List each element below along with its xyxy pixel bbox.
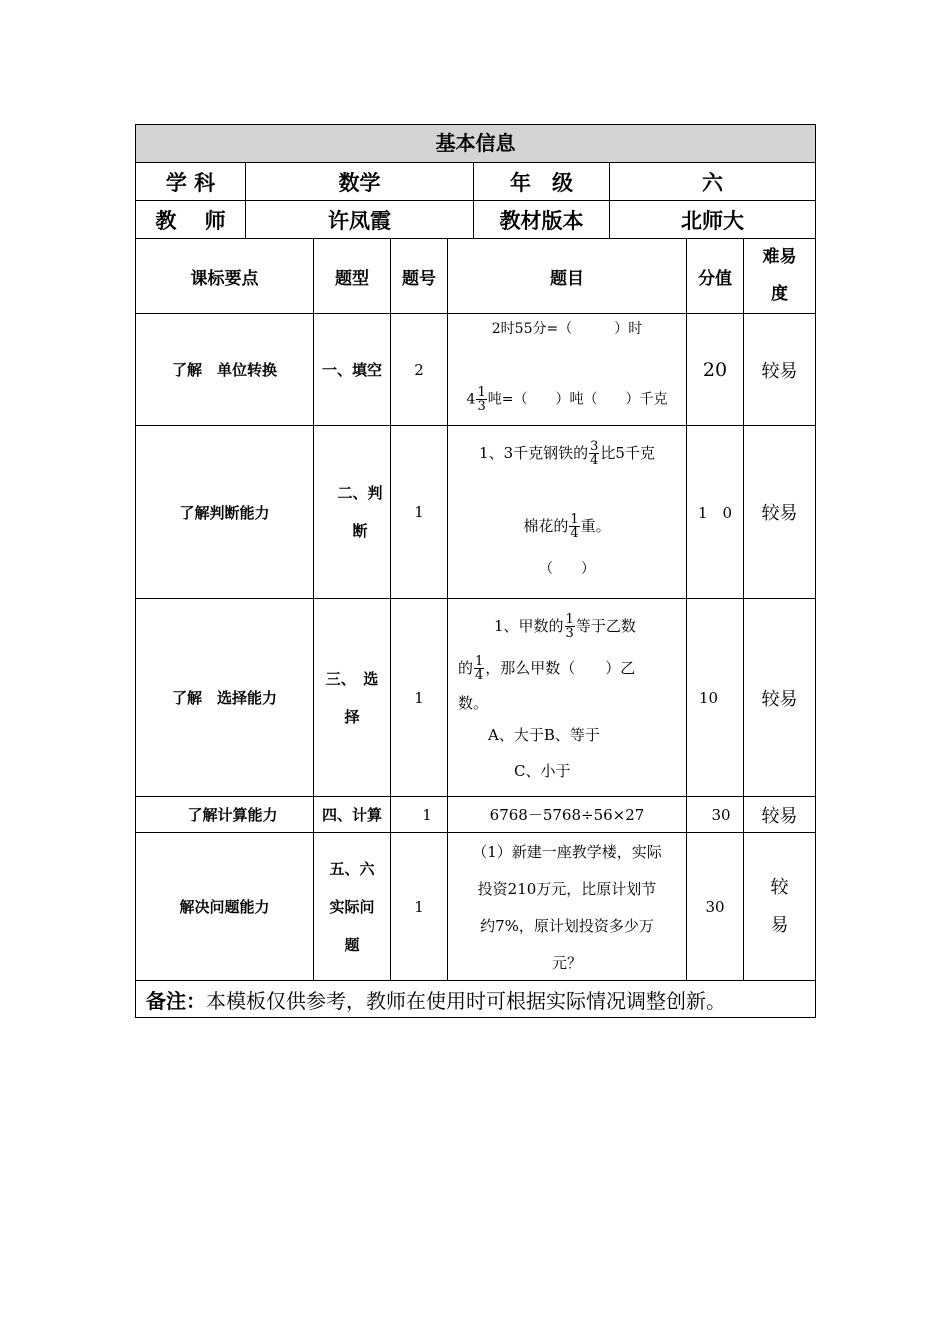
row-point: 了解 单位转换 bbox=[136, 314, 314, 425]
row-number: 2 bbox=[391, 314, 448, 425]
header-type: 题型 bbox=[314, 239, 391, 313]
question-text: 吨=（ ）吨（ ）千克 bbox=[487, 391, 668, 408]
teacher-label: 教 师 bbox=[136, 201, 246, 238]
grade-value: 六 bbox=[702, 170, 723, 195]
note-row bbox=[135, 981, 816, 1018]
row-number: 1 bbox=[391, 833, 448, 980]
fraction-denominator: 3 bbox=[477, 399, 486, 414]
row-type-line: 五、六 bbox=[329, 859, 375, 878]
subject-value: 数学 bbox=[246, 163, 474, 200]
fraction-numerator: 3 bbox=[590, 438, 599, 454]
note-text: 本模板仅供参考，教师在使用时可根据实际情况调整创新。 bbox=[206, 988, 726, 1013]
teacher-value: 许凤霞 bbox=[246, 201, 474, 238]
row-difficulty-line: 易 bbox=[770, 914, 789, 936]
row-point: 了解判断能力 bbox=[136, 426, 314, 598]
header-difficulty-line1: 难易 bbox=[762, 247, 797, 267]
grade-label: 年 级 bbox=[474, 163, 610, 200]
row-score: 1 0 bbox=[687, 426, 744, 598]
header-number: 题号 bbox=[391, 239, 448, 313]
row-type bbox=[314, 426, 391, 598]
question-text: 的 bbox=[458, 659, 474, 677]
option-line: C、小于 bbox=[514, 762, 571, 780]
info-row-teacher bbox=[135, 201, 816, 239]
question-line: 2时55分=（ ）时 bbox=[491, 321, 643, 337]
fraction-numerator: 1 bbox=[477, 385, 486, 400]
row-difficulty: 较易 bbox=[761, 503, 798, 524]
row-number: 1 bbox=[391, 599, 448, 796]
table-row bbox=[135, 314, 816, 426]
fraction bbox=[476, 386, 486, 413]
edition-value: 北师大 bbox=[681, 208, 744, 233]
row-question bbox=[448, 833, 687, 980]
row-score: 20 bbox=[687, 314, 744, 425]
table-row bbox=[135, 797, 816, 833]
header-score: 分值 bbox=[687, 239, 744, 313]
header-difficulty bbox=[744, 239, 815, 313]
question-line: （1）新建一座教学楼，实际 bbox=[472, 843, 662, 861]
answer-blank: （ ） bbox=[539, 561, 595, 577]
row-type bbox=[314, 599, 391, 796]
row-point: 了解计算能力 bbox=[136, 797, 314, 832]
question-line: 约7%，原计划投资多少万 bbox=[480, 917, 654, 935]
fraction bbox=[589, 440, 599, 467]
fraction-denominator: 3 bbox=[565, 625, 574, 641]
row-difficulty-line: 较 bbox=[770, 876, 789, 898]
fraction-numerator: 1 bbox=[565, 611, 574, 627]
note-label: 备注： bbox=[146, 988, 206, 1013]
question-text: 1、3千克钢铁的 bbox=[479, 444, 589, 462]
fraction-numerator: 1 bbox=[570, 511, 579, 527]
fraction bbox=[474, 655, 484, 682]
table-title: 基本信息 bbox=[435, 131, 516, 155]
lesson-info-table bbox=[135, 124, 816, 1018]
table-row bbox=[135, 426, 816, 599]
header-difficulty-line2: 度 bbox=[771, 284, 788, 304]
question-text: ，那么甲数（ ）乙 bbox=[485, 659, 636, 677]
row-score: 30 bbox=[687, 797, 744, 832]
row-type-line: 三、 选 bbox=[325, 669, 379, 688]
row-point: 了解 选择能力 bbox=[136, 599, 314, 796]
row-type: 四、计算 bbox=[314, 797, 391, 832]
subject-label: 学 科 bbox=[136, 163, 246, 200]
question-line bbox=[479, 432, 655, 474]
mixed-number-whole: 4 bbox=[466, 391, 476, 408]
fraction-numerator: 1 bbox=[475, 653, 484, 669]
table-row bbox=[135, 833, 816, 981]
fraction bbox=[569, 513, 579, 540]
row-number: 1 bbox=[391, 426, 448, 598]
fraction-denominator: 4 bbox=[475, 667, 484, 683]
question-text: 等于乙数 bbox=[575, 617, 636, 635]
row-question: 6768－5768÷56×27 bbox=[448, 797, 687, 832]
row-type-line: 实际问 bbox=[329, 897, 375, 916]
row-question bbox=[448, 314, 687, 425]
header-question: 题目 bbox=[448, 239, 687, 313]
row-type: 一、填空 bbox=[314, 314, 391, 425]
row-question bbox=[448, 599, 687, 796]
row-difficulty bbox=[744, 833, 815, 980]
fraction-denominator: 4 bbox=[570, 525, 579, 541]
row-type-line: 二、判 bbox=[337, 484, 383, 502]
row-type-line: 题 bbox=[344, 935, 360, 954]
question-line bbox=[458, 647, 635, 689]
row-number: 1 bbox=[391, 797, 448, 832]
row-difficulty: 较易 bbox=[761, 805, 798, 827]
question-line bbox=[458, 605, 636, 647]
table-title-row bbox=[135, 124, 816, 163]
row-type-line: 择 bbox=[344, 707, 360, 726]
row-difficulty: 较易 bbox=[761, 360, 798, 382]
row-score: 30 bbox=[687, 833, 744, 980]
question-text: 重。 bbox=[580, 517, 611, 535]
question-text: 比5千克 bbox=[600, 444, 655, 462]
question-line bbox=[523, 506, 610, 546]
header-point: 课标要点 bbox=[136, 239, 314, 313]
row-type-line: 断 bbox=[352, 522, 368, 540]
question-line: 投资210万元，比原计划节 bbox=[477, 880, 657, 898]
question-text: 1、甲数的 bbox=[494, 617, 564, 635]
question-line bbox=[467, 386, 668, 413]
question-line: 数。 bbox=[458, 694, 489, 712]
fraction bbox=[565, 613, 575, 640]
row-point: 解决问题能力 bbox=[136, 833, 314, 980]
option-line: A、大于B、等于 bbox=[488, 726, 600, 744]
row-type bbox=[314, 833, 391, 980]
row-question bbox=[448, 426, 687, 598]
column-header-row bbox=[135, 239, 816, 314]
row-score: 10 bbox=[687, 599, 744, 796]
fraction-denominator: 4 bbox=[590, 452, 599, 468]
question-text: 棉花的 bbox=[523, 517, 569, 535]
row-difficulty: 较易 bbox=[761, 688, 798, 710]
edition-label: 教材版本 bbox=[474, 201, 610, 238]
table-row bbox=[135, 599, 816, 797]
info-row-subject bbox=[135, 163, 816, 201]
question-line: 元？ bbox=[551, 954, 582, 972]
